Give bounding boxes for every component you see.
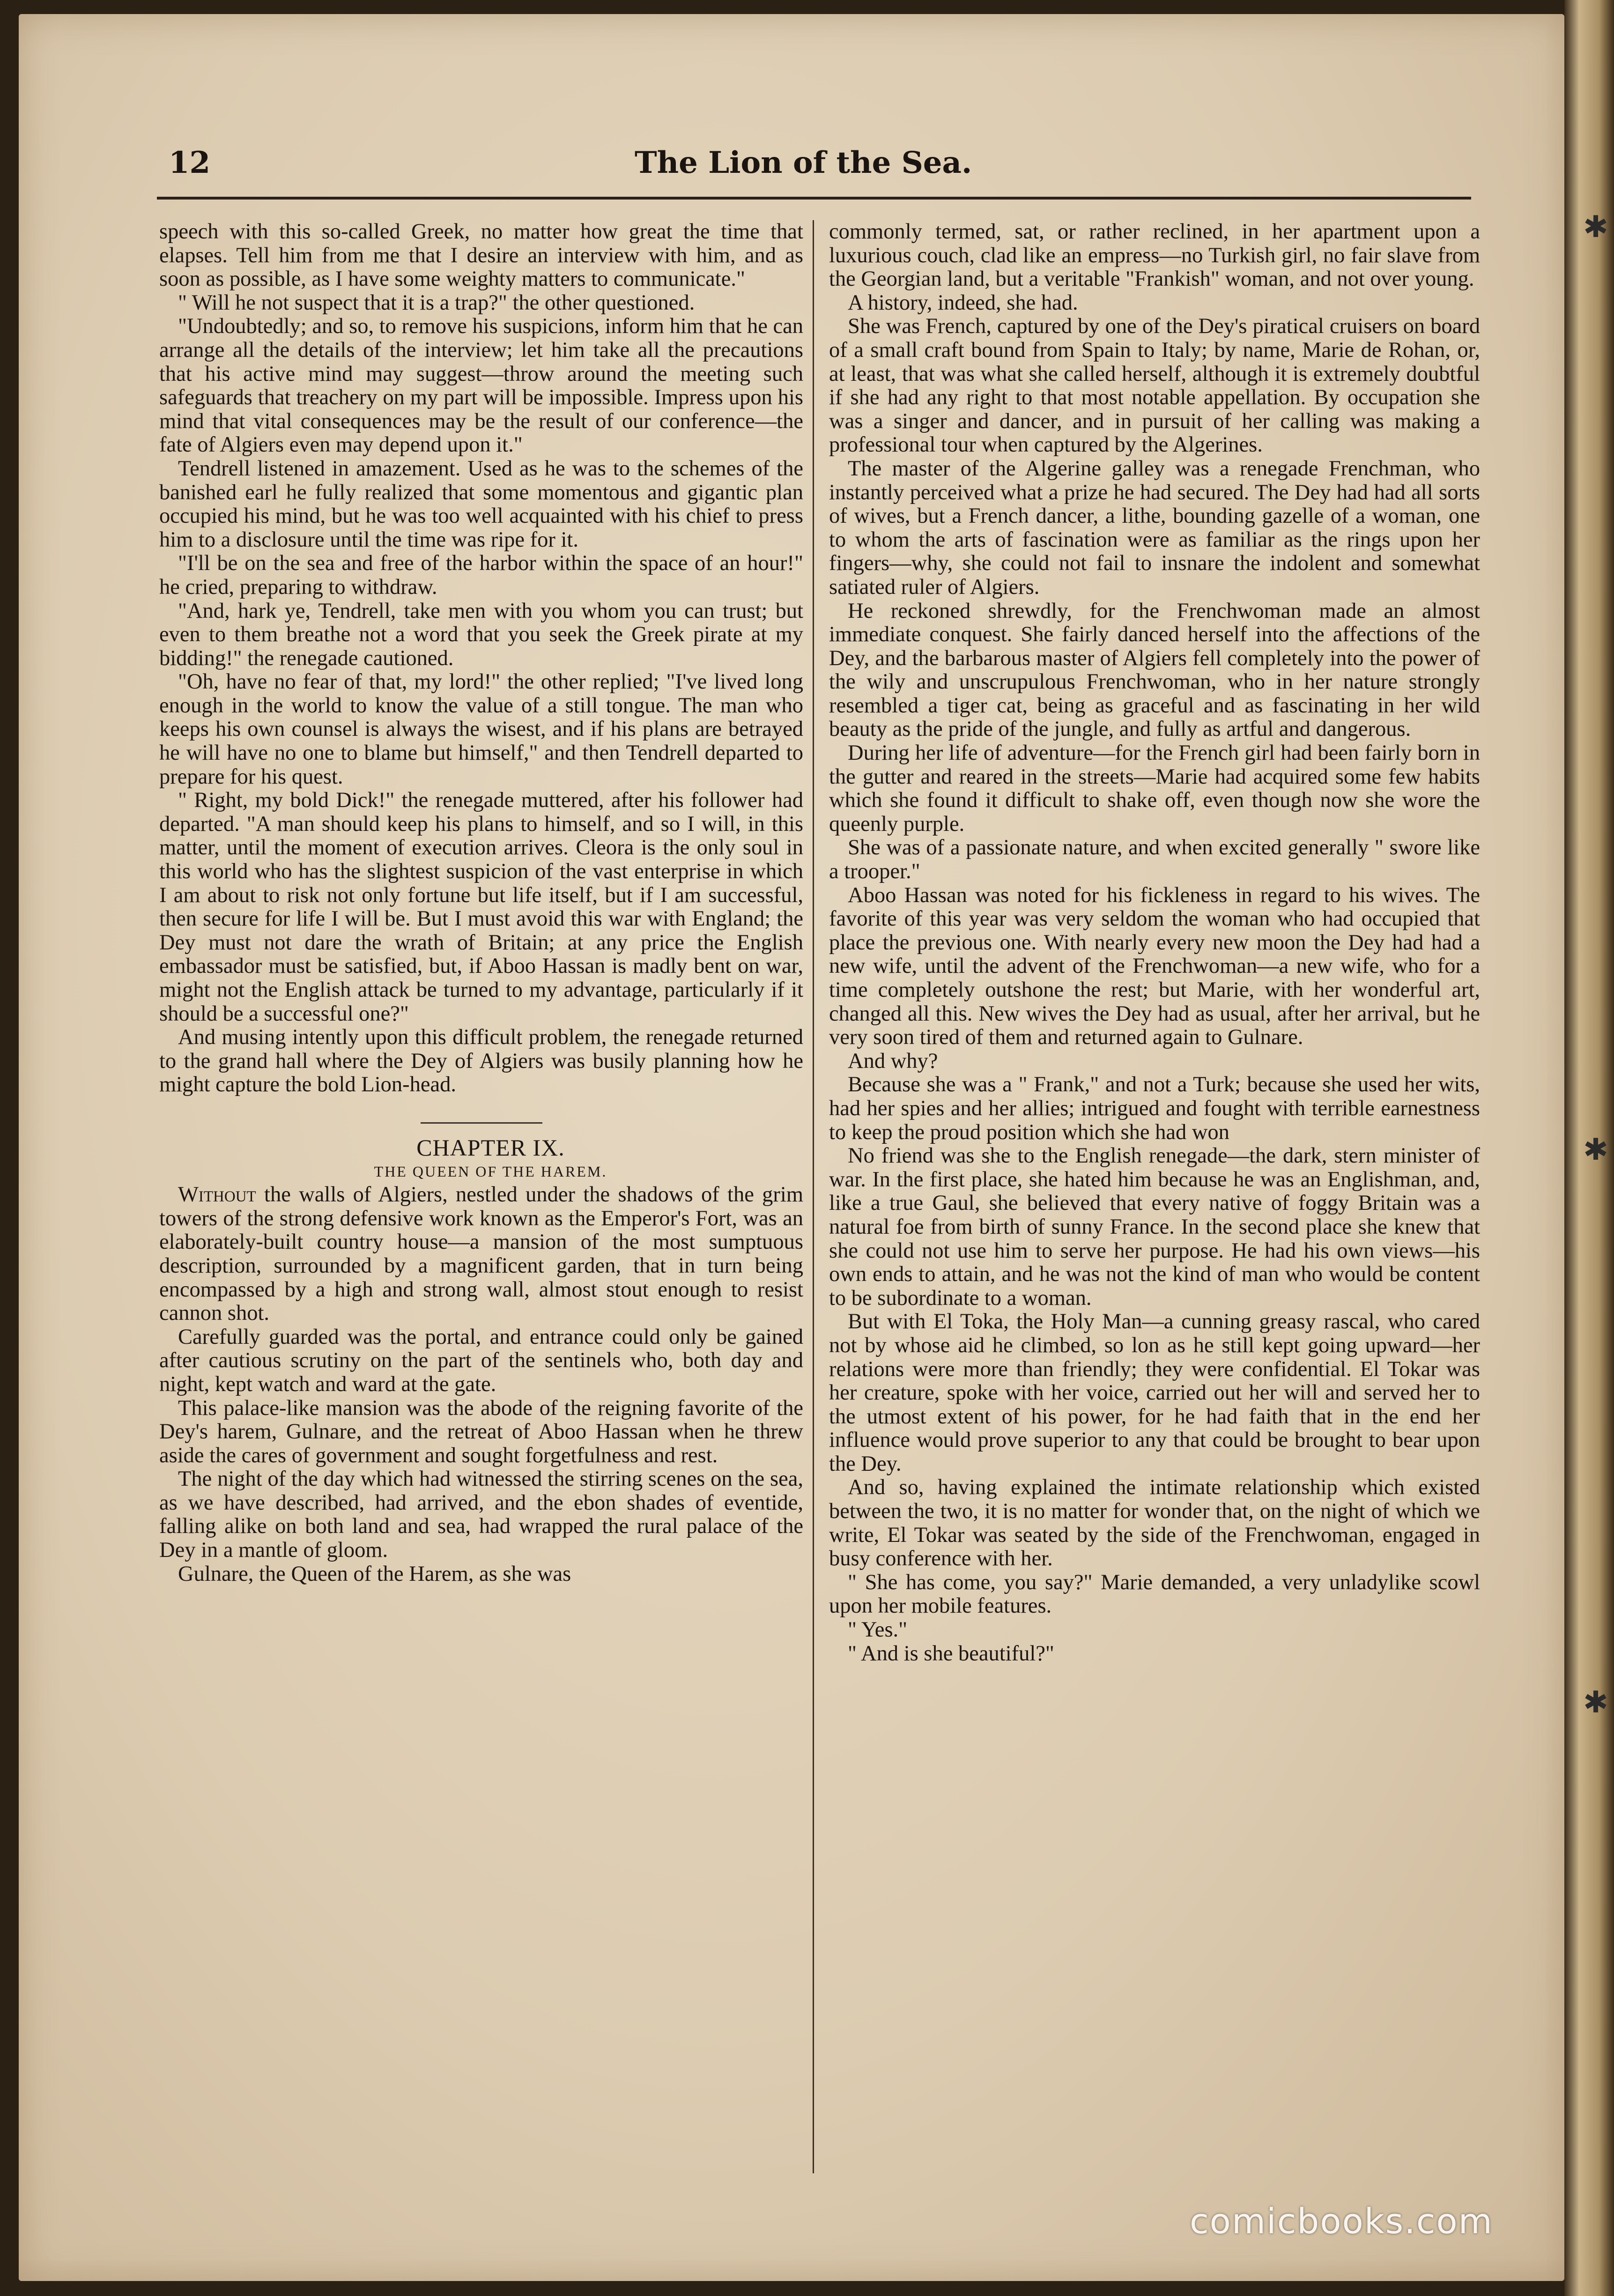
paragraph: Aboo Hassan was noted for his fickleness in regard to his wives. The favorite of this year was very seldom the woman who had occupied that place the previous one. With nearly every new moon the Dey had had a new wife, until the advent of the Frenchwoman—a new wife, who for a time completely outshone the rest; but Marie, with her wonderful art, changed all this. New wives the Dey had as usual, after her arrival, but he very soon tired of them and returned again to Gulnare. (829, 883, 1480, 1050)
paragraph: And so, having explained the intimate relationship which existed between the two, it is no matter for wonder that, on the night of which we write, El Tokar was seated by the side of the Frenchwoman, engaged in busy conference with her. (829, 1475, 1480, 1571)
staple-icon: ✱ (1583, 1133, 1608, 1167)
paragraph: But with El Toka, the Holy Man—a cunning greasy rascal, who cared not by whose aid he climbed, so lon as he still kept going upward—her relations were more than friendly; they were confidential. El Tokar was her creature, spoke with her voice, carried out her will and served her to the utmost extent of his power, for he had faith that in the end her influence would prove superior to any that could be brought to bear upon the Dey. (829, 1310, 1480, 1476)
right-column (829, 220, 1480, 2173)
chapter-title: CHAPTER IX. (416, 1134, 565, 1161)
running-title: The Lion of the Sea. (635, 145, 972, 180)
chapter-subtitle: THE QUEEN OF THE HAREM. (374, 1163, 607, 1180)
paragraph: She was French, captured by one of the Dey's piratical cruisers on board of a small craft bound from Spain to Italy; by name, Marie de Rohan, or, at least, that was what she called herself, although it is extremely doubtful if she had any right to that most notable appellation. By occupation she was a singer and dancer, and in pursuit of her calling was making a professional tour when captured by the Algerines. (829, 314, 1480, 457)
paragraph: No friend was she to the English renegade—the dark, stern minister of war. In the first place, she hated him because he was an Englishman, and, like a true Gaul, she believed that every native of foggy Britain was a natural foe from birth of sunny France. In the second place she knew that she could not use him to serve her purpose. He had his own views—his own ends to attain, and he was not the kind of man who would be content to be subordinate to a woman. (829, 1144, 1480, 1310)
paragraph: Because she was a " Frank," and not a Turk; because she used her wits, had her spies and her allies; intrigued and fought with terrible earnestness to keep the proud position which she had won (829, 1073, 1480, 1144)
paragraph: He reckoned shrewdly, for the Frenchwoman made an almost immediate conquest. She fairly danced herself into the affections of the Dey, and the barbarous master of Algiers fell completely into the power of the wily and unscrupulous Frenchwoman, who in her nature strongly resembled a tiger cat, being as graceful and as fascinating in her wild beauty as the pride of the jungle, and fully as artful and dangerous. (829, 599, 1480, 741)
paragraph: "And, hark ye, Tendrell, take men with you whom you can trust; but even to them breathe not a word that you seek the Greek pirate at my bidding!" the renegade cautioned. (159, 599, 803, 670)
header-rule (157, 197, 1471, 200)
paragraph: " Will he not suspect that it is a trap?" the other questioned. (178, 290, 695, 315)
paragraph: The master of the Algerine galley was a renegade Frenchman, who instantly perceived what a prize he had secured. The Dey had had all sorts of wives, but a French dancer, a lithe, bounding gazelle of a woman, one to whom the arts of fascination were as familiar as the rings upon her fingers—why, she could not fail to insnare the indolent and somewhat satiated ruler of Algiers. (829, 456, 1480, 599)
paragraph: And musing intently upon this difficult problem, the renegade returned to the grand hall where the Dey of Algiers was busily planning how he might capture the bold Lion-head. (159, 1025, 803, 1097)
paragraph: " Right, my bold Dick!" the renegade muttered, after his follower had departed. "A man should keep his plans to himself, and so I will, in this matter, until the moment of execution arrives. Cleora is the only soul in this world who has the slightest suspicion of the vast enterprise in which I am about to risk not only fortune but life itself, but if I am successful, then secure for life I will be. But I must avoid this war with England; the Dey must not dare the wrath of Britain; at any price the English embassador must be satisfied, but, if Aboo Hassan is madly bent on war, might not the English attack be turned to my advantage, particularly if it should be a successful one?" (159, 788, 803, 1026)
paragraph: " She has come, you say?" Marie demanded, a very unladylike scowl upon her mobile features. (829, 1570, 1480, 1618)
paragraph-text: the walls of Algiers, nestled under the shadows of the grim towers of the strong defensive work known as the Emperor's Fort, was an elaborately-built country house—a mansion of the most sumptuous description, surrounded by a magnificent garden, that in turn being encompassed by a high and strong wall, almost stout enough to resist cannon shot. (159, 1183, 803, 1326)
page-header (157, 141, 1471, 192)
paragraph: This palace-like mansion was the abode of the reigning favorite of the Dey's harem, Gulnare, and the retreat of Aboo Hassan when he threw aside the cares of government and sought forgetfulness and rest. (159, 1396, 803, 1467)
paragraph: Tendrell listened in amazement. Used as he was to the schemes of the banished earl he fully realized that some momentous and gigantic plan occupied his mind, but he was too well acquainted with his chief to press him to a disclosure until the time was ripe for it. (159, 456, 803, 552)
left-column (159, 220, 803, 2178)
paragraph: A history, indeed, she had. (848, 290, 1078, 315)
paragraph: Gulnare, the Queen of the Harem, as she was (178, 1562, 571, 1586)
paragraph: During her life of adventure—for the French girl had been fairly born in the gutter and reared in the streets—Marie had acquired some few habits which she found it difficult to shake off, even though now she wore the queenly purple. (829, 741, 1480, 836)
paragraph: "I'll be on the sea and free of the harbor within the space of an hour!" he cried, preparing to withdraw. (159, 551, 803, 599)
paragraph: speech with this so-called Greek, no matter how great the time that elapses. Tell him from me that I desire an interview with him, and as soon as possible, as I have some weighty matters to communicate." (159, 220, 803, 291)
column-divider (813, 220, 814, 2173)
page-number: 12 (169, 145, 211, 180)
paragraph: Carefully guarded was the portal, and entrance could only be gained after cautious scrutiny on the part of the sentinels who, both day and night, kept watch and ward at the gate. (159, 1325, 803, 1396)
paragraph: " Yes." (848, 1618, 908, 1642)
paragraph: "Oh, have no fear of that, my lord!" the other replied; "I've lived long enough in the world to know the value of a still tongue. The man who keeps his own counsel is always the wisest, and if his plans are betrayed he will have no one to blame but himself," and then Tendrell departed to prepare for his quest. (159, 670, 803, 789)
paragraph: "Undoubtedly; and so, to remove his suspicions, inform him that he can arrange all the details of the interview; let him take all the precautions that his active mind may suggest—throw around the meeting such safeguards that treachery on my part will be impossible. Impress upon his mind that vital consequences may be the result of our conference—the fate of Algiers even may depend upon it." (159, 314, 803, 457)
paragraph: commonly termed, sat, or rather reclined, in her apartment upon a luxurious couch, clad like an empress—no Turkish girl, no fair slave from the Georgian land, but a veritable "Frankish" woman, and not over young. (829, 220, 1480, 291)
drop-word: Without (178, 1183, 256, 1207)
staple-icon: ✱ (1583, 210, 1608, 244)
watermark: comicbooks.com (1190, 2201, 1493, 2242)
staple-icon: ✱ (1583, 1685, 1608, 1720)
paragraph: " And is she beautiful?" (848, 1641, 1054, 1666)
chapter-divider (421, 1122, 542, 1124)
paragraph: She was of a passionate nature, and when excited generally " swore like a trooper." (829, 836, 1480, 884)
paragraph: And why? (848, 1049, 938, 1073)
paragraph: The night of the day which had witnessed the stirring scenes on the sea, as we have described, had arrived, and the ebon shades of eventide, falling alike on both land and sea, had wrapped the rural palace of the Dey in a mantle of gloom. (159, 1467, 803, 1563)
chapter-opening-paragraph (159, 1183, 803, 1326)
